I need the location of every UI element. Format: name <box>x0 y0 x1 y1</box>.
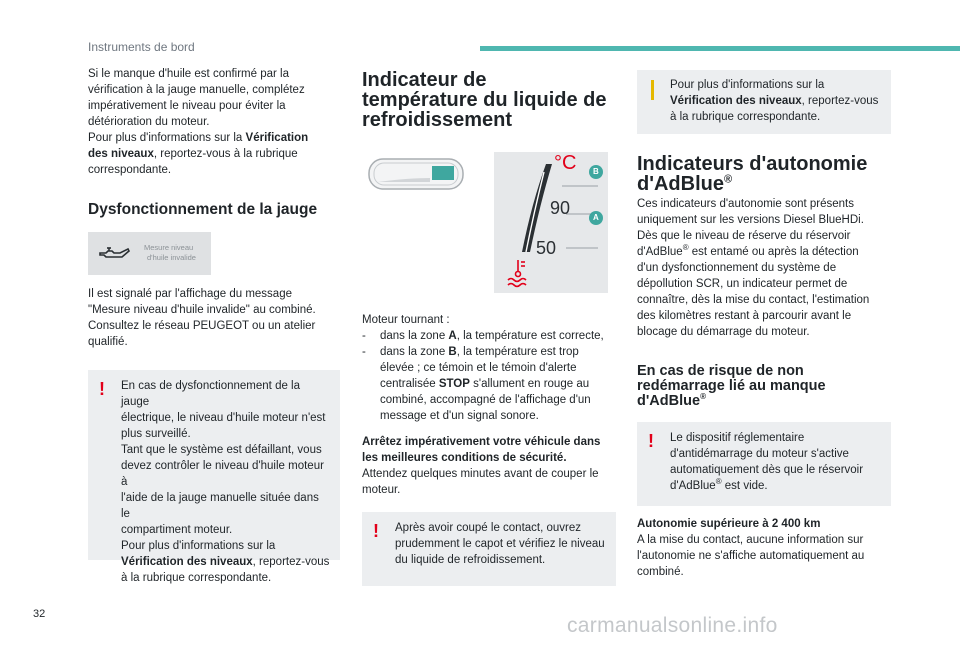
page-number: 32 <box>33 608 46 620</box>
autonomy-body: Autonomie supérieure à 2 400 km A la mise du contact, aucune information sur l'autonomie ne s'affiche automatiquement au combiné. <box>637 518 865 578</box>
adblue-body: Ces indicateurs d'autonomie sont présents uniquement sur les versions Diesel BlueHDi. Dès que le niveau de réserve du réservoir d'AdBlue® est entamé ou après la détection d'un dysfonctionnement du système de dépollution SCR, un indicateur permet de connaître, dès la mise du contact, l'estimation des kilomètres restant à parcourir avant le blocage du démarrage du moteur. <box>637 198 870 338</box>
reference-line: des niveaux, reportez-vous à la rubrique <box>88 148 298 160</box>
screen-message: Mesure niveau d'huile invalide <box>144 243 196 262</box>
info-bar-icon <box>651 80 654 100</box>
exclamation-mark-icon: ! <box>373 521 379 541</box>
reference-bold: des niveaux <box>88 148 154 160</box>
header-accent-bar <box>480 46 960 51</box>
list-item: - dans la zone A, la température est correcte, <box>362 328 618 344</box>
section-heading-restart-risk: En cas de risque de non redémarrage lié au manque d'AdBlue® <box>637 363 826 409</box>
intro-line: Si le manque d'huile est confirmé par la <box>88 68 289 80</box>
intro-line: détérioration du moteur. <box>88 116 210 128</box>
coolant-gauge-illustration <box>494 152 608 293</box>
header-title: Instruments de bord <box>88 40 195 54</box>
gauge-body: Il est signalé par l'affichage du message "Mesure niveau d'huile invalide" au combiné. Consultez le réseau PEUGEOT ou un atelier qualifié. <box>88 288 316 348</box>
oil-can-icon <box>96 245 132 265</box>
gauge-unit: °C <box>554 152 577 174</box>
watermark: carmanualsonline.info <box>567 614 778 637</box>
warning-box-adblue: ! Le dispositif réglementaire d'antidémarrage du moteur s'active automatiquement dès que le réservoir d'AdBlue® est vide. <box>637 422 891 506</box>
reference-bold: Vérification <box>245 132 309 144</box>
list-item: - dans la zone B, la température est trop élevée ; ce témoin et le témoin d'alerte centralisée STOP s'allument en rouge au combiné, accompagné de l'affichage d'un message et d'un signal sonore. <box>362 344 618 424</box>
section-heading-adblue: Indicateurs d'autonomie d'AdBlue® <box>637 153 868 195</box>
gauge-label-b: B <box>593 167 599 176</box>
warning-box-coolant: ! Après avoir coupé le contact, ouvrez prudemment le capot et vérifiez le niveau du liquide de refroidissement. <box>362 512 616 586</box>
section-heading-coolant: Indicateur de température du liquide de refroidissement <box>362 69 607 131</box>
intro-line: impérativement le niveau pour éviter la <box>88 100 286 112</box>
gauge-tick-50: 50 <box>536 238 557 258</box>
gauge-tick-90: 90 <box>550 198 571 218</box>
coolant-temperature-icon <box>508 260 526 287</box>
exclamation-mark-icon: ! <box>99 379 105 399</box>
oil-screen-illustration <box>88 232 211 275</box>
reference-line: correspondante. <box>88 164 172 176</box>
gauge-label-a: A <box>593 213 599 222</box>
reference-line: Pour plus d'informations sur la Vérification <box>88 132 309 144</box>
warning-box-gauge: ! En cas de dysfonctionnement de la jauge électrique, le niveau d'huile moteur n'est plus surveillé. Tant que le système est défaillant, vous devez contrôler le niveau d'huile moteur à l'aide de la jauge manuelle située dans le compartiment moteur. Pour plus d'informations sur la Vérification des niveaux, reportez-vous à la rubrique correspondante. <box>88 370 340 560</box>
dashboard-pill-illustration <box>368 158 464 190</box>
exclamation-mark-icon: ! <box>648 431 654 451</box>
coolant-body: Moteur tournant : - dans la zone A, la température est correcte, - dans la zone B, la température est trop élevée ; ce témoin et le témoin d'alerte centralisée STOP s'allument en rouge au combiné, accompagné de l'affichage d'un message et d'un signal sonore. Arrêtez impérativement votre véhicule dans les meilleures conditions de sécurité. Attendez quelques minutes avant de couper le moteur. <box>362 312 618 498</box>
column-left <box>88 66 342 178</box>
intro-line: vérification à la jauge manuelle, complétez <box>88 84 305 96</box>
section-heading-gauge: Dysfonctionnement de la jauge <box>88 201 318 218</box>
info-box-levels: Pour plus d'informations sur la Vérification des niveaux, reportez-vous à la rubrique correspondante. <box>637 70 891 134</box>
